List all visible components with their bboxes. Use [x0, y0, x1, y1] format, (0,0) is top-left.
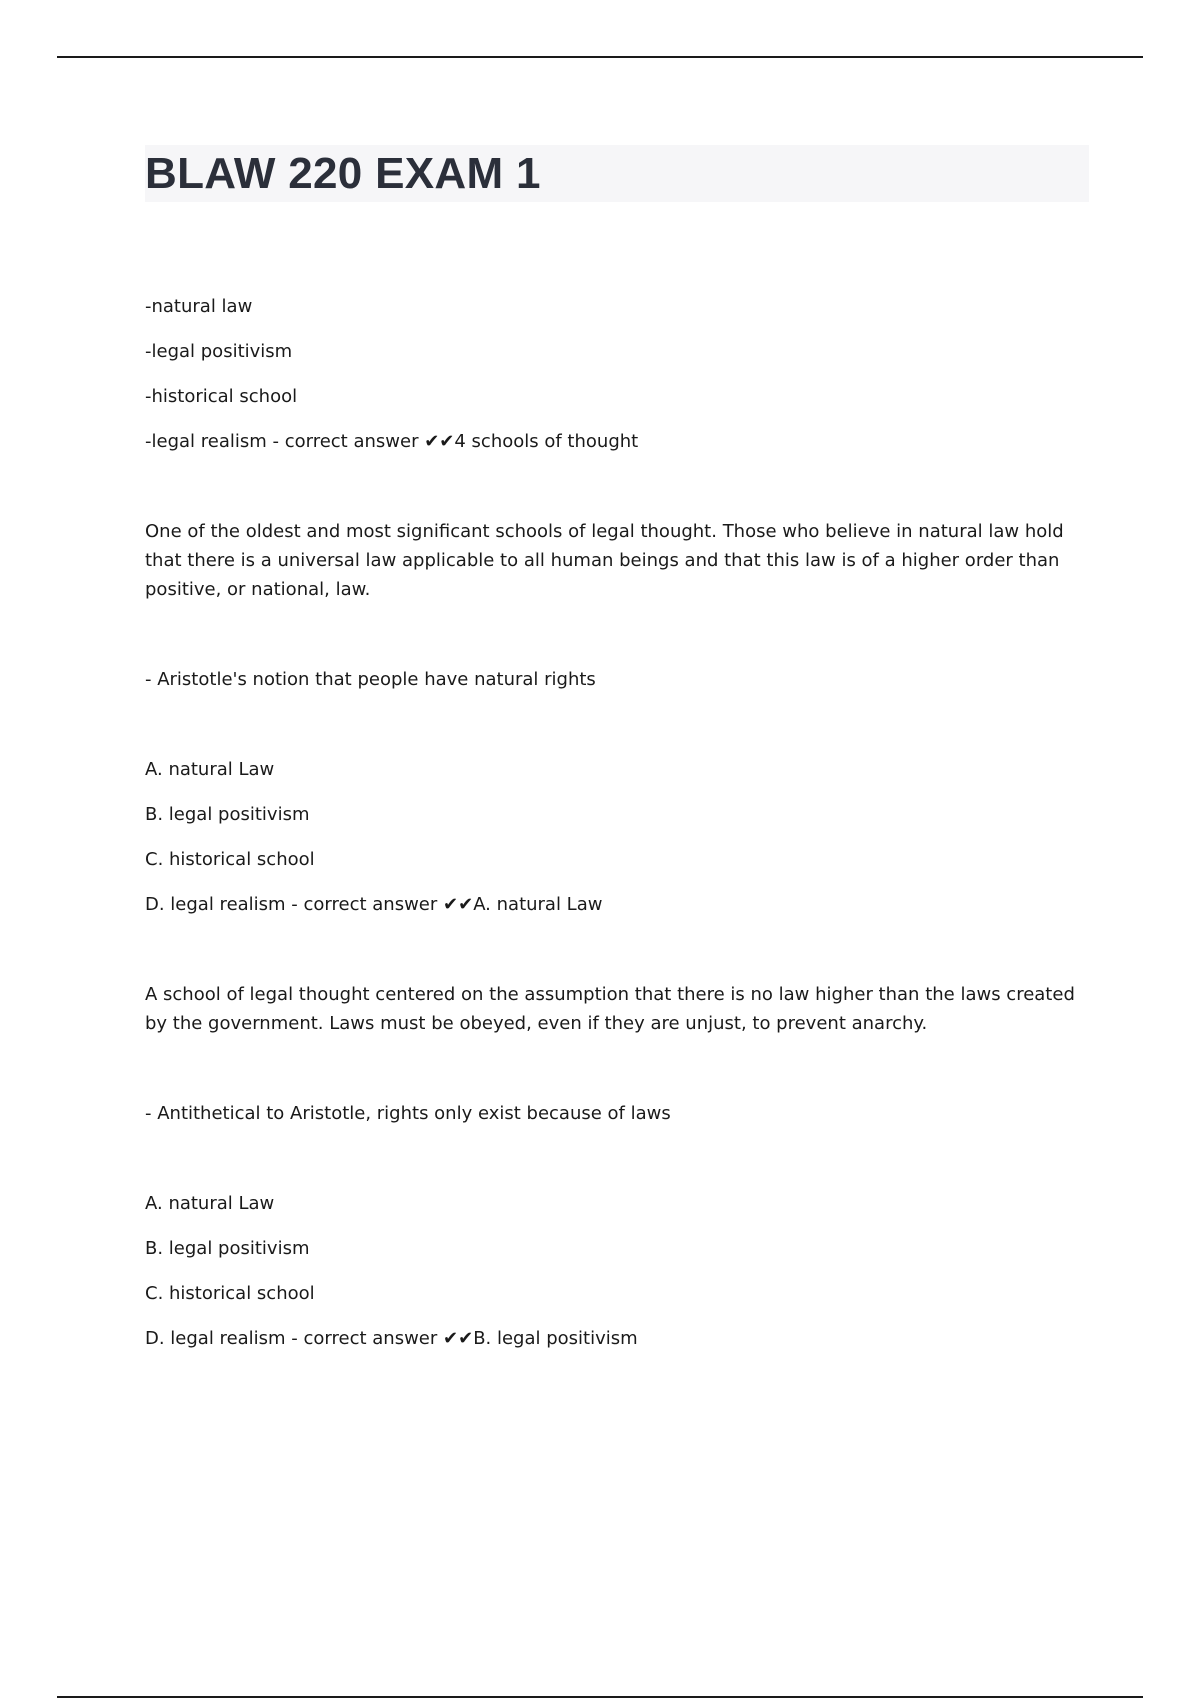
definition-text: A school of legal thought centered on the assumption that there is no law higher than the laws created by the government. Laws must be obeyed, even if they are unjust, to prevent anarchy.	[145, 984, 1075, 1034]
option-c: C. historical school	[145, 849, 315, 870]
option-b: B. legal positivism	[145, 1238, 310, 1259]
answer-text: B. legal positivism	[473, 1328, 638, 1349]
list-item: -natural law	[145, 296, 253, 317]
document-title: BLAW 220 EXAM 1	[145, 148, 541, 198]
flashcard-2-note	[145, 665, 1089, 694]
answer-text: A. natural Law	[473, 894, 603, 915]
answer-line	[145, 1324, 1089, 1353]
flashcard-2	[145, 517, 1089, 604]
list-item: -legal positivism	[145, 341, 293, 362]
answer-text: 4 schools of thought	[454, 431, 639, 452]
answer-prefix: D. legal realism - correct answer	[145, 1328, 444, 1349]
bottom-rule	[57, 1696, 1143, 1698]
answer-line	[145, 427, 1089, 456]
option-c: C. historical school	[145, 1283, 315, 1304]
flashcard-2-options	[145, 755, 1089, 919]
option-b: B. legal positivism	[145, 804, 310, 825]
checkmark-icon: ✔✔	[443, 894, 474, 915]
answer-prefix: -legal realism - correct answer	[145, 431, 425, 452]
checkmark-icon: ✔✔	[424, 431, 455, 452]
flashcard-3-options	[145, 1189, 1089, 1353]
title-band	[145, 145, 1089, 202]
note-text: - Aristotle's notion that people have natural rights	[145, 669, 596, 690]
answer-prefix: D. legal realism - correct answer	[145, 894, 444, 915]
list-item: -historical school	[145, 386, 298, 407]
option-a: A. natural Law	[145, 759, 275, 780]
flashcard-3	[145, 980, 1089, 1038]
checkmark-icon: ✔✔	[443, 1328, 474, 1349]
option-a: A. natural Law	[145, 1193, 275, 1214]
definition-text: One of the oldest and most significant schools of legal thought. Those who believe in natural law hold that there is a universal law applicable to all human beings and that this law is of a higher order than positive, or national, law.	[145, 521, 1064, 600]
note-text: - Antithetical to Aristotle, rights only exist because of laws	[145, 1103, 671, 1124]
flashcard-3-note	[145, 1099, 1089, 1128]
flashcard-1	[145, 292, 1089, 456]
document-body	[145, 145, 1089, 1353]
answer-line	[145, 890, 1089, 919]
top-rule	[57, 56, 1143, 58]
